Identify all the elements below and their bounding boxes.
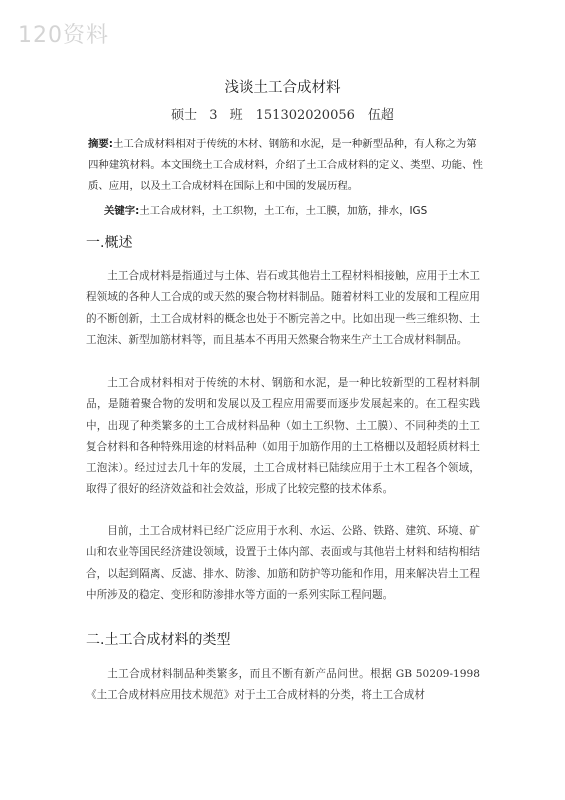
keywords-label: 关键字: [104, 205, 140, 217]
watermark: 120资料 [18, 23, 109, 48]
keywords-text: 土工合成材料，土工织物，土工布，土工膜，加筋，排水，IGS [139, 205, 428, 217]
paragraph: 土工合成材料相对于传统的木材、钢筋和水泥，是一种比较新型的工程材料制品，是随着聚合物的发明和发展以及工程应用需要而逐步发展起来的。在工程实践中，出现了种类繁多的土工合成材料品种（如土工织物、土工膜）、不同种类的土工复合材料和各种特殊用途的材料品种（如用于加筋作用的土工格栅以及超轻质材料土工泡沫）。经过过去几十年的发展，土工合成材料已陆续应用于土木工程各个领域，取得了很好的经济效益和社会效益，形成了比较完整的技术体系。 [86, 377, 480, 496]
abstract-text: 土工合成材料相对于传统的木材、钢筋和水泥，是一种新型品种，有人称之为第四种建筑材料。本文围绕土工合成材料，介绍了土工合成材料的定义、类型、功能、性质、应用，以及土工合成材料在国际上和中国的发展历程。 [88, 138, 483, 192]
paragraph: 土工合成材料是指通过与土体、岩石或其他岩土工程材料相接触，应用于土木工程领域的各种人工合成的或天然的聚合物材料制品。随着材料工业的发展和工程应用的不断创新，土工合成材料的概念也处于不断完善之中。比如出现一些三维织物、土工泡沫、新型加筋材料等，而且基本不再用天然聚合物来生产土工合成材料制品。 [86, 270, 480, 346]
author-line: 硕士 3 班 151302020056 伍超 [171, 108, 394, 123]
section-heading-types: 二.土工合成材料的类型 [86, 632, 231, 648]
section-heading-overview: 一.概述 [86, 235, 133, 251]
abstract [88, 134, 483, 197]
paragraph: 目前，土工合成材料已经广泛应用于水利、水运、公路、铁路、建筑、环境、矿山和农业等国民经济建设领域，设置于土体内部、表面或与其他岩土材料和结构相结合，以起到隔离、反滤、排水、防渗、加筋和防护等功能和作用，用来解决岩土工程中所涉及的稳定、变形和防渗排水等方面的一系列实际工程问题。 [86, 525, 480, 601]
page-title: 浅谈土工合成材料 [224, 80, 341, 96]
abstract-label: 摘要: [88, 138, 113, 150]
paragraph: 土工合成材料制品种类繁多，而且不断有新产品问世。根据 GB 50209-1998《土工合成材料应用技术规范》对于土工合成材料的分类，将土工合成材 [86, 668, 480, 702]
keywords [104, 202, 484, 220]
